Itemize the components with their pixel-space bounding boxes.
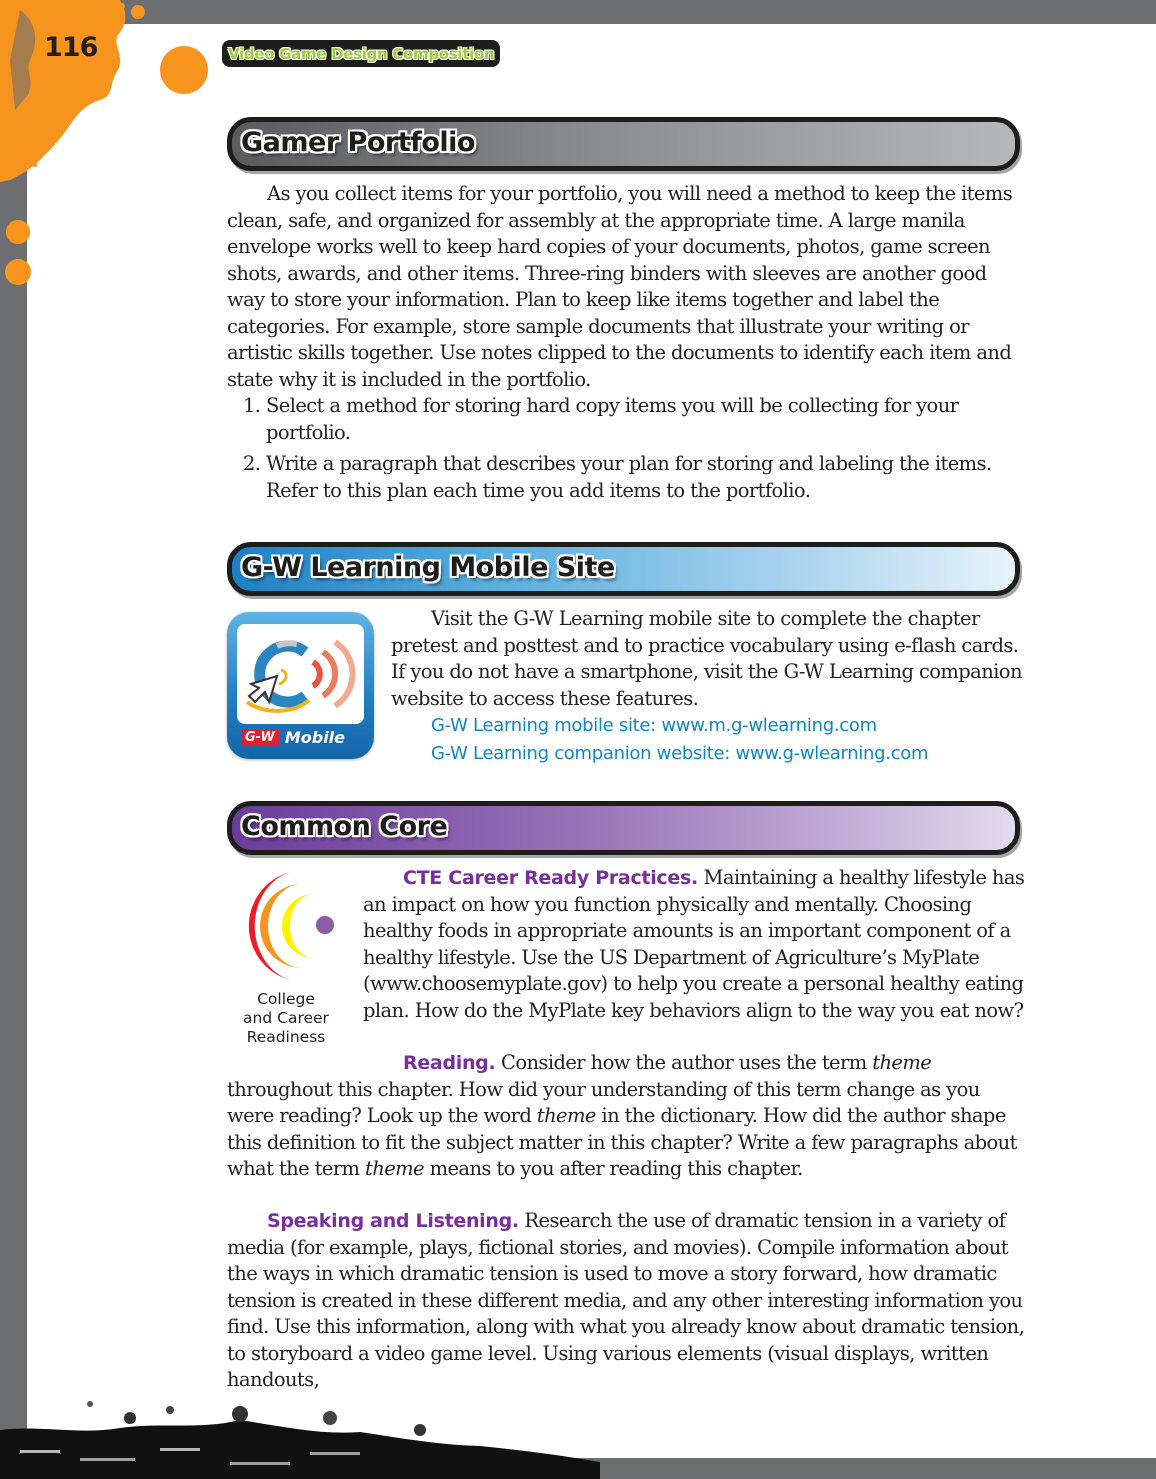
section-header-gamer-portfolio <box>227 117 1020 171</box>
mobile-paragraph: Visit the G-W Learning mobile site to complete the chapter pretest and posttest and to practice vocabulary using e-flash cards. If you do not have a smartphone, visit the G-W Learning companion website to access these features. <box>391 607 1022 710</box>
portfolio-task-list <box>243 393 1023 509</box>
running-head <box>222 40 500 67</box>
orange-splatter-dots-left <box>0 210 40 300</box>
running-head-text: Video Game Design Composition <box>228 44 495 63</box>
caption-line: College <box>257 990 315 1008</box>
college-career-readiness-logo-icon <box>232 868 342 988</box>
reading-text: in the dictionary. How did the author shape this definition to fit the subject matter in this chapter? Write a few paragraphs about what the term <box>227 1104 1017 1180</box>
mobile-links <box>431 712 1031 768</box>
list-item-number: 1. <box>243 394 261 417</box>
list-item-text: Select a method for storing hard copy items you will be collecting for your portfolio. <box>266 394 959 444</box>
speaking-paragraph <box>227 1208 1025 1394</box>
reading-emphasis: theme <box>365 1157 424 1180</box>
page-number: 116 <box>44 32 98 63</box>
portfolio-paragraph: As you collect items for your portfolio, you will need a method to keep the items clean, safe, and organized for assembly at the appropriate time. A large manila envelope works well to keep hard copies of your documents, photos, game screen shots, awards, and other items. Three-ring binders with sleeves are another good way to store your information. Plan to keep like items together and label the categories. For example, store sample documents that illustrate your writing or artistic skills together. Use notes clipped to the documents to identify each item and state why it is included in the portfolio. <box>227 182 1013 391</box>
wireless-signal-icon <box>237 624 364 724</box>
list-item <box>243 393 1023 446</box>
gw-brand-badge: G-W <box>241 729 279 746</box>
reading-text: throughout this chapter. How did your understanding of this term change as you were reading? Look up the word <box>227 1077 980 1127</box>
list-item-number: 2. <box>243 452 261 475</box>
college-career-readiness-caption <box>232 990 340 1047</box>
speaking-text: Research the use of dramatic tension in a variety of media (for example, plays, fictional stories, and movies). Compile information about the ways in which dramatic tension is used to move a story forward, how dramatic tension is created in these different media, and any other interesting information you find. Use this information, along with what you already know about dramatic tension, to storyboard a video game level. Using various elements (visual displays, written handouts, <box>227 1209 1025 1391</box>
mobile-label: Mobile <box>284 728 346 747</box>
list-item-text: Write a paragraph that describes your plan for storing and labeling the items. Refer to this plan each time you add items to the portfolio. <box>266 452 992 502</box>
gw-mobile-app-icon <box>227 612 374 759</box>
section-title: Gamer Portfolio <box>241 127 475 158</box>
companion-website-link[interactable]: G-W Learning companion website: www.g-wlearning.com <box>431 743 929 764</box>
cte-paragraph <box>363 865 1028 1024</box>
reading-paragraph <box>227 1050 1025 1183</box>
list-item <box>243 451 1023 504</box>
cte-lead: CTE Career Ready Practices. <box>403 867 698 889</box>
reading-lead: Reading. <box>403 1052 496 1074</box>
section-title: G-W Learning Mobile Site <box>241 552 615 583</box>
caption-line: Readiness <box>246 1028 326 1046</box>
section-header-gw-mobile <box>227 542 1020 596</box>
ink-grunge-decoration <box>0 1400 600 1479</box>
reading-emphasis: theme <box>536 1104 596 1127</box>
mobile-site-link[interactable]: G-W Learning mobile site: www.m.g-wlearning.com <box>431 715 877 736</box>
section-title: Common Core <box>241 811 448 842</box>
reading-emphasis: theme <box>872 1051 932 1074</box>
speaking-lead: Speaking and Listening. <box>267 1210 519 1232</box>
section-header-common-core <box>227 801 1020 855</box>
cte-text: Maintaining a healthy lifestyle has an impact on how you function physically and mentally. Choosing healthy foods in appropriate amounts is an important component of a healthy lifestyle. Use the US Department of Agriculture’s MyPlate (www.choosemyplate.gov) to help you create a personal healthy eating plan. How do the MyPlate key behaviors align to the way you eat now? <box>363 866 1025 1022</box>
caption-line: and Career <box>243 1009 329 1027</box>
reading-text: means to you after reading this chapter. <box>424 1157 803 1180</box>
reading-text: Consider how the author uses the term <box>495 1051 873 1074</box>
orange-splatter-dot <box>158 44 210 96</box>
